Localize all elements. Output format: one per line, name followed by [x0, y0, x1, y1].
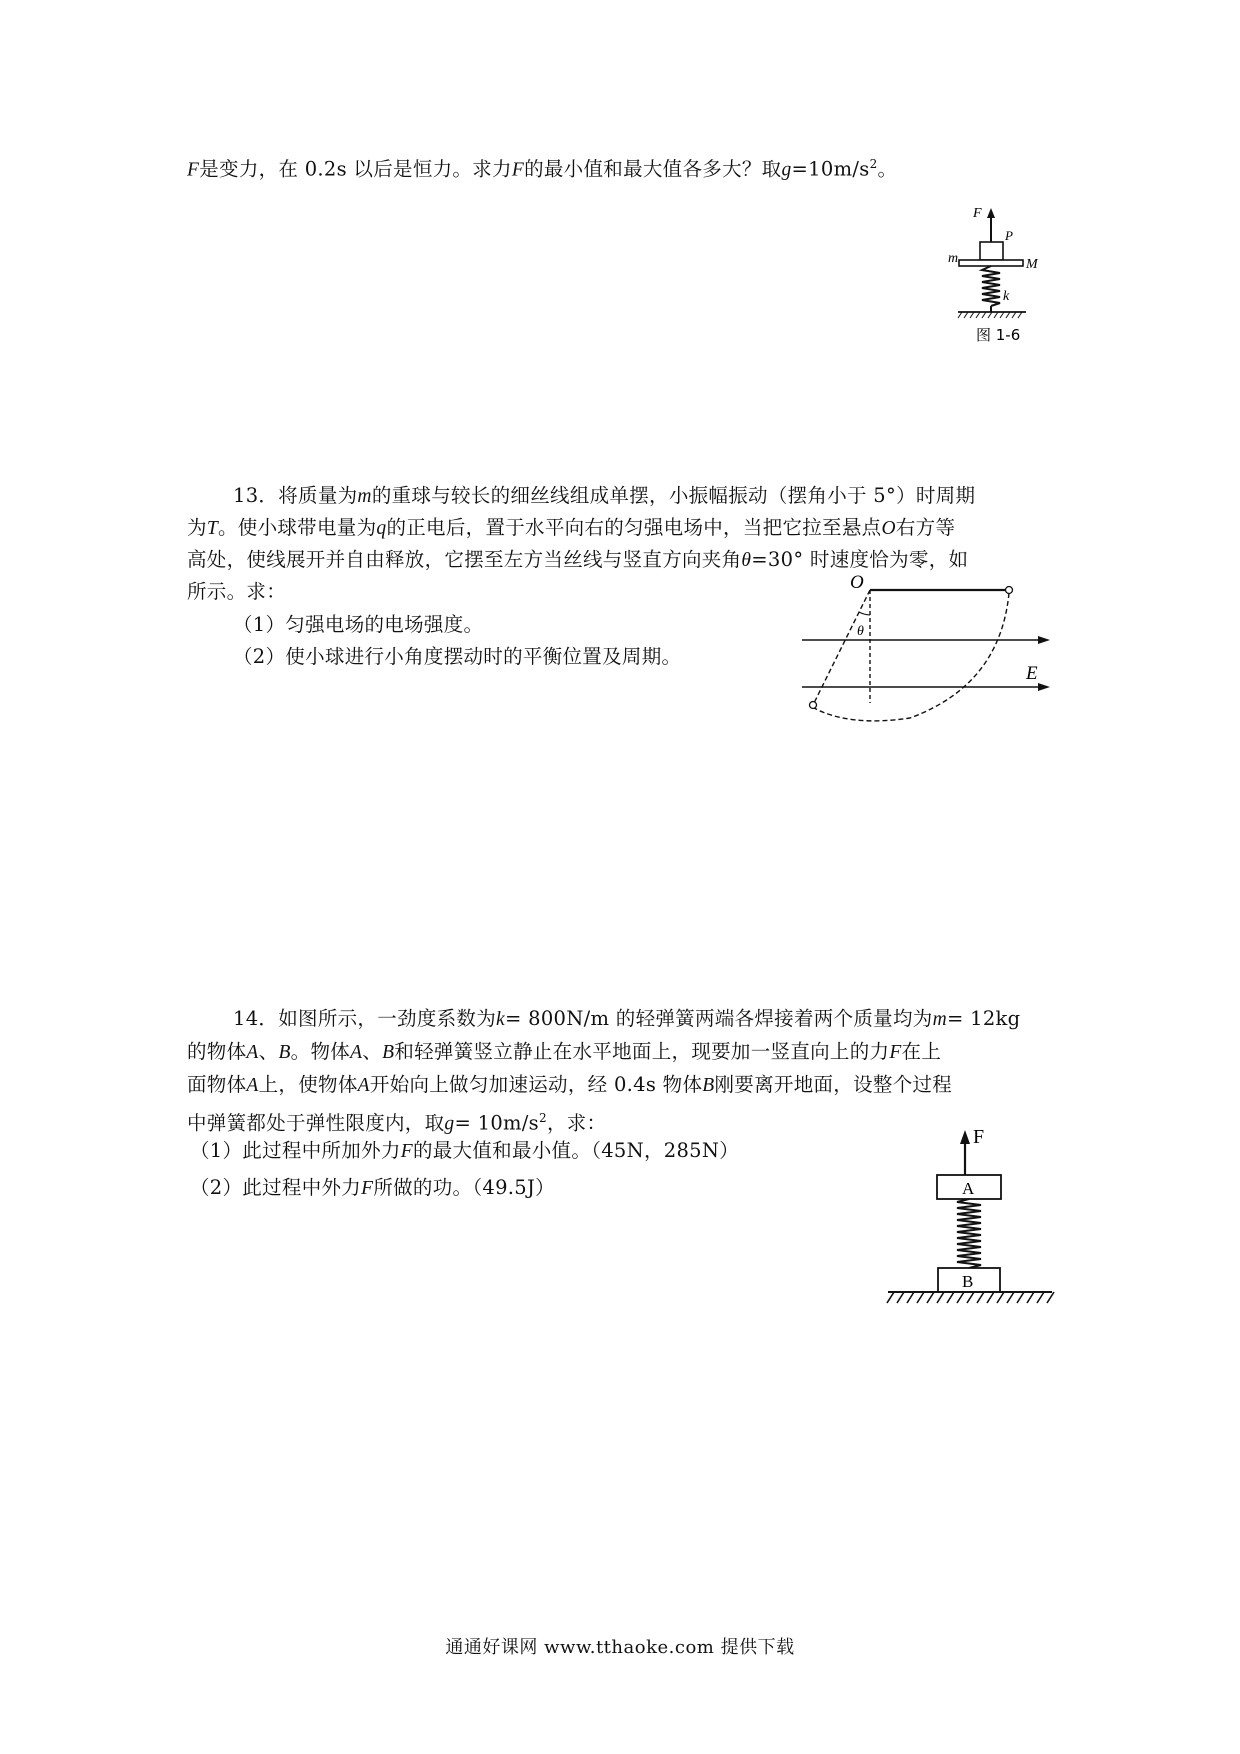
q13-part-2 — [233, 642, 681, 672]
text: = 12kg — [946, 1007, 1021, 1030]
figure-1-6 — [940, 200, 1050, 350]
text: = 800N/m 的轻弹簧两端各焊接着两个质量均为 — [504, 1007, 933, 1030]
q13-line-1 — [233, 481, 975, 512]
label-k: k — [1003, 289, 1010, 304]
text: （1）匀强电场的电场强度。 — [233, 613, 484, 636]
text: 、 — [362, 1040, 383, 1063]
text: 的最小值和最大值各多大？取 — [524, 157, 782, 181]
var-B: B — [278, 1042, 291, 1063]
text: 所做的功。（49.5J） — [373, 1176, 555, 1199]
label-A: A — [962, 1179, 975, 1198]
q13-part-1 — [233, 610, 483, 640]
label-theta: θ — [857, 624, 864, 639]
label-m: m — [948, 251, 959, 266]
q14-part-1 — [190, 1136, 739, 1167]
text: 。物体 — [290, 1040, 351, 1063]
var-g: g — [781, 159, 792, 181]
text: 的重球与较长的细丝线组成单摆，小振幅振动（摆角小于 5°）时周期 — [371, 484, 976, 507]
q13-line-4 — [187, 577, 286, 607]
var-F: F — [361, 1178, 374, 1199]
label-P: P — [1005, 228, 1013, 243]
text: =10m/s — [791, 157, 870, 181]
text: 。使小球带电量为 — [217, 516, 377, 539]
figure-caption: 图 1-6 — [976, 326, 1021, 344]
var-B: B — [382, 1042, 395, 1063]
q14-line-1 — [233, 1004, 1020, 1035]
text: （1）此过程中所加外力 — [190, 1139, 401, 1162]
var-k: k — [496, 1009, 505, 1030]
text: 的正电后，置于水平向右的匀强电场中，当把它拉至悬点 — [386, 516, 882, 539]
var-q: q — [376, 518, 387, 539]
label-B: B — [962, 1272, 974, 1291]
text: 、 — [258, 1040, 279, 1063]
var-m: m — [932, 1009, 947, 1030]
label-M: M — [1026, 257, 1038, 272]
label-O: O — [850, 572, 864, 593]
var-O: O — [881, 518, 896, 539]
var-F: F — [187, 159, 200, 181]
text: 和轻弹簧竖立静止在水平地面上，现要加一竖直向上的力 — [394, 1040, 890, 1063]
var-F: F — [400, 1141, 413, 1162]
text: 是变力，在 0.2s 以后是恒力。求力 — [199, 157, 512, 181]
text: 在上 — [901, 1040, 942, 1063]
label-F: F — [973, 1126, 985, 1148]
q14-line-2 — [187, 1037, 941, 1068]
q14-part-2 — [190, 1173, 555, 1204]
var-m: m — [357, 486, 372, 507]
text: 上，使物体 — [258, 1073, 358, 1096]
text: 中弹簧都处于弹性限度内，取 — [187, 1111, 445, 1135]
text: = 10m/s — [454, 1111, 539, 1135]
text: 为 — [187, 516, 207, 539]
text: 。 — [877, 157, 898, 181]
label-E: E — [1026, 663, 1038, 684]
q14-line-4 — [187, 1103, 606, 1140]
label-F: F — [973, 206, 982, 221]
text: 14．如图所示，一劲度系数为 — [233, 1007, 497, 1030]
q13-line-2 — [187, 513, 955, 544]
text: 右方等 — [895, 516, 956, 539]
text: （2）使小球进行小角度摆动时的平衡位置及周期。 — [233, 645, 682, 668]
q14-line-3 — [187, 1070, 952, 1101]
text: 开始向上做匀加速运动，经 0.4s 物体 — [369, 1073, 703, 1096]
text: （2）此过程中外力 — [190, 1176, 362, 1199]
superscript: 2 — [869, 157, 878, 171]
page-footer: 通通好课网 www.tthaoke.com 提供下载 — [445, 1637, 795, 1658]
var-T: T — [206, 518, 218, 539]
top-problem-line — [187, 149, 897, 186]
text: 高处，使线展开并自由释放，它摆至左方当丝线与竖直方向夹角 — [187, 548, 742, 571]
text: ，求： — [546, 1111, 607, 1135]
var-A: A — [357, 1075, 370, 1096]
superscript: 2 — [539, 1111, 547, 1125]
text: 所示。求： — [187, 580, 287, 603]
text: 13．将质量为 — [233, 484, 358, 507]
text: 刚要离开地面，设整个过程 — [714, 1073, 953, 1096]
var-theta: θ — [741, 550, 752, 571]
var-A: A — [350, 1042, 363, 1063]
spring-blocks-figure — [880, 1120, 1060, 1340]
text: 面物体 — [187, 1073, 247, 1096]
var-F: F — [889, 1042, 902, 1063]
var-B: B — [702, 1075, 715, 1096]
pendulum-figure — [800, 572, 1060, 735]
text: 的物体 — [187, 1040, 247, 1063]
var-g: g — [444, 1113, 455, 1135]
var-F: F — [511, 159, 525, 181]
text: 的最大值和最小值。（45N，285N） — [412, 1139, 740, 1162]
text: =30° 时速度恰为零，如 — [751, 548, 969, 571]
var-A: A — [246, 1042, 259, 1063]
var-A: A — [246, 1075, 259, 1096]
